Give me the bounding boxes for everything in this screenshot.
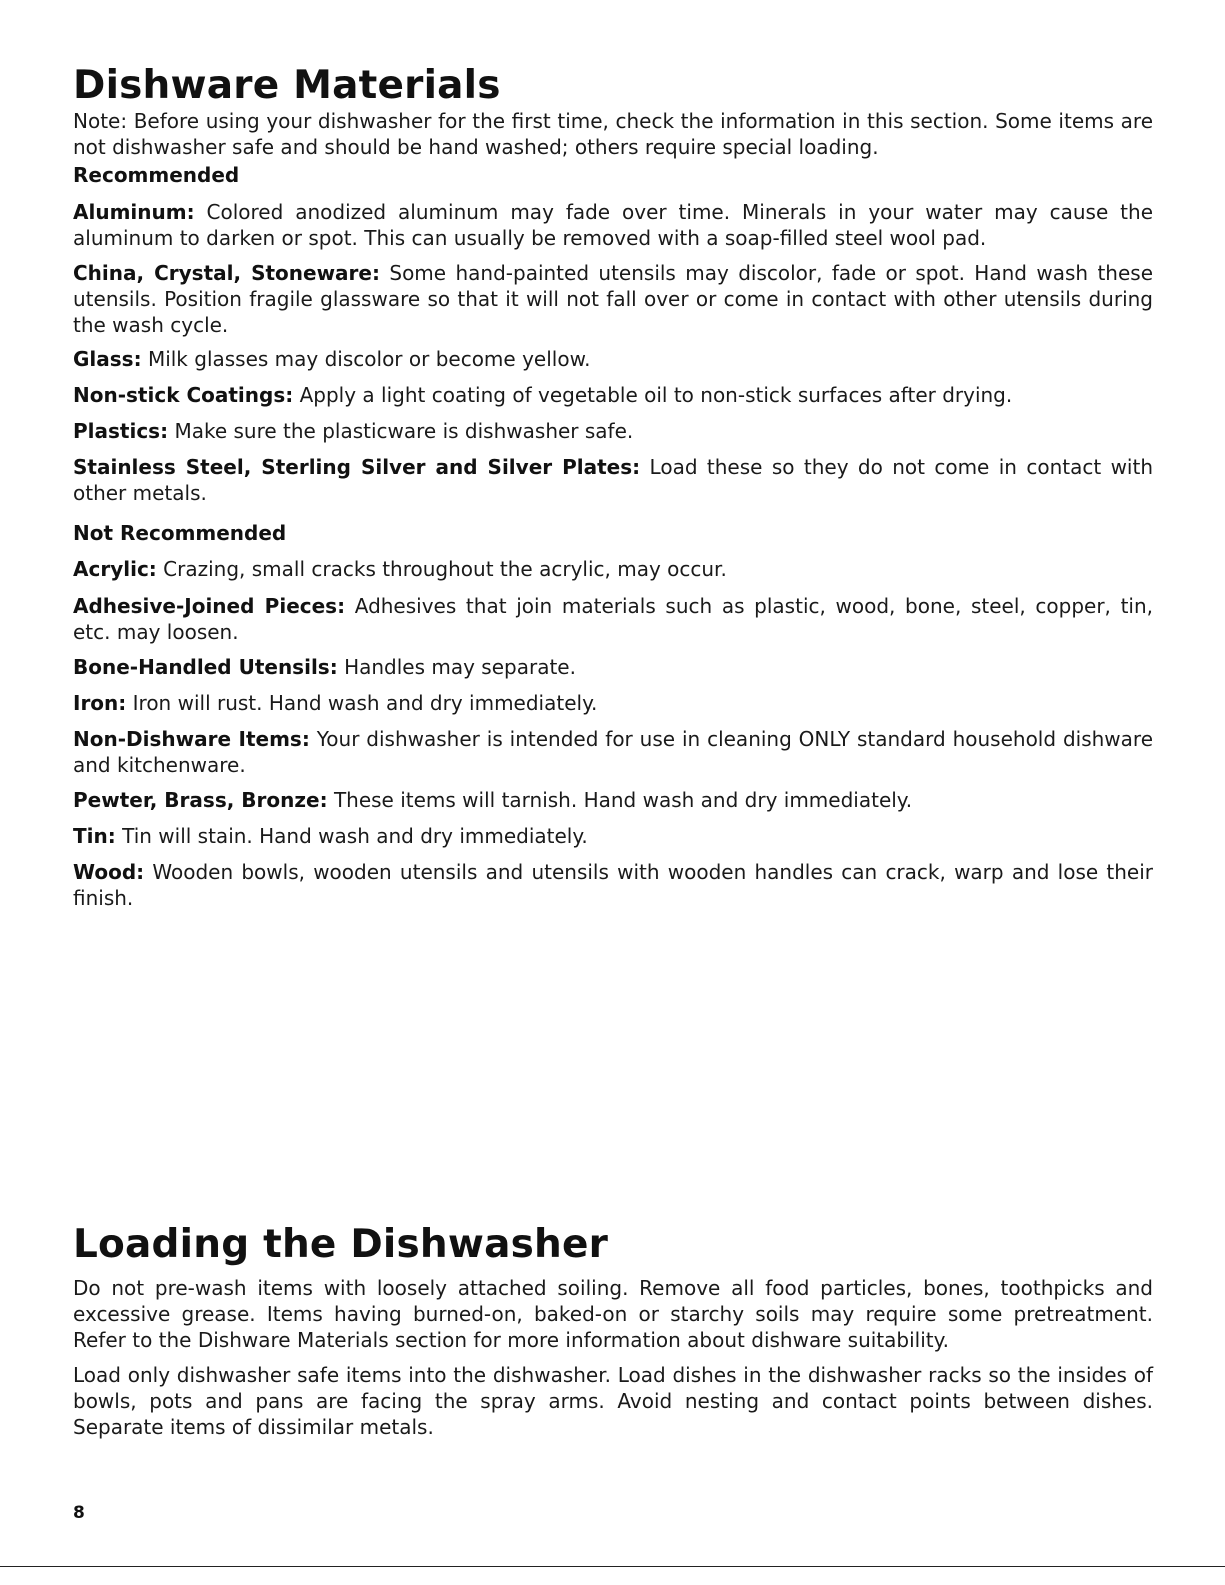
entry-text: Tin will stain. Hand wash and dry immediately. xyxy=(122,824,588,848)
entry-text: Some hand-painted utensils may discolor, fade or spot. Hand wash these utensils. Position fragile glassware so that it will not fall over or come in contact with other utensils during the wash cycle. xyxy=(73,261,1153,337)
entry-term: China, Crystal, Stoneware: xyxy=(73,261,380,285)
entry-term: Non-Dishware Items: xyxy=(73,727,310,751)
entry-acrylic xyxy=(73,556,1153,582)
entry-text: Make sure the plasticware is dishwasher safe. xyxy=(174,419,634,443)
section-title-dishware-materials: Dishware Materials xyxy=(73,63,501,108)
section-title-loading-the-dishwasher: Loading the Dishwasher xyxy=(73,1222,609,1267)
entry-china-crystal-stoneware xyxy=(73,260,1153,338)
entry-wood xyxy=(73,859,1153,911)
entry-adhesive-joined-pieces xyxy=(73,593,1153,645)
entry-term: Wood: xyxy=(73,860,145,884)
page-number: 8 xyxy=(73,1503,85,1523)
entry-term: Tin: xyxy=(73,824,116,848)
entry-text: Wooden bowls, wooden utensils and utensils with wooden handles can crack, warp and lose their finish. xyxy=(73,860,1154,910)
entry-text: Iron will rust. Hand wash and dry immediately. xyxy=(132,691,598,715)
entry-term: Non-stick Coatings: xyxy=(73,383,294,407)
entry-non-stick-coatings xyxy=(73,382,1153,408)
loading-paragraph-1: Do not pre-wash items with loosely attached soiling. Remove all food particles, bones, toothpicks and excessive grease. Items having burned-on, baked-on or starchy soils may require some pretreatment. Refer to the Dishware Materials section for more information about dishware suitability. xyxy=(73,1276,1153,1352)
entry-plastics xyxy=(73,418,1153,444)
entry-text: Milk glasses may discolor or become yellow. xyxy=(147,347,591,371)
entry-pewter-brass-bronze xyxy=(73,787,1153,813)
loading-paragraph-2: Load only dishwasher safe items into the dishwasher. Load dishes in the dishwasher racks so the insides of bowls, pots and pans are facing the spray arms. Avoid nesting and contact points between dishes. Separate items of dissimilar metals. xyxy=(73,1363,1153,1439)
entry-term: Stainless Steel, Sterling Silver and Silver Plates: xyxy=(73,455,641,479)
entry-term: Plastics: xyxy=(73,419,169,443)
entry-term: Adhesive-Joined Pieces: xyxy=(73,594,346,618)
entry-iron xyxy=(73,690,1153,716)
entry-bone-handled-utensils xyxy=(73,654,1153,680)
intro-note: Note: Before using your dishwasher for the first time, check the information in this section. Some items are not dishwasher safe and should be hand washed; others require special loading. xyxy=(73,109,1153,159)
entry-term: Pewter, Brass, Bronze: xyxy=(73,788,328,812)
entry-text: Colored anodized aluminum may fade over time. Minerals in your water may cause the aluminum to darken or spot. This can usually be removed with a soap-filled steel wool pad. xyxy=(73,200,1153,250)
entry-text: Your dishwasher is intended for use in cleaning ONLY standard household dishware and kitchenware. xyxy=(73,727,1153,777)
entry-stainless-steel-silver xyxy=(73,454,1153,506)
bottom-rule xyxy=(0,1566,1225,1567)
entry-text: Load these so they do not come in contact with other metals. xyxy=(73,455,1154,505)
manual-page xyxy=(73,0,1153,1585)
entry-non-dishware-items xyxy=(73,726,1153,778)
entry-glass xyxy=(73,346,1153,372)
entry-term: Acrylic: xyxy=(73,557,157,581)
entry-text: Handles may separate. xyxy=(344,655,576,679)
entry-aluminum xyxy=(73,199,1153,251)
entry-term: Bone-Handled Utensils: xyxy=(73,655,338,679)
entry-text: Crazing, small cracks throughout the acrylic, may occur. xyxy=(163,557,727,581)
recommended-heading: Recommended xyxy=(73,163,240,187)
entry-term: Iron: xyxy=(73,691,127,715)
entry-text: Adhesives that join materials such as plastic, wood, bone, steel, copper, tin, etc. may loosen. xyxy=(73,594,1153,644)
entry-term: Aluminum: xyxy=(73,200,195,224)
entry-term: Glass: xyxy=(73,347,142,371)
not-recommended-heading: Not Recommended xyxy=(73,521,287,545)
entry-text: These items will tarnish. Hand wash and dry immediately. xyxy=(333,788,913,812)
entry-text: Apply a light coating of vegetable oil to non-stick surfaces after drying. xyxy=(299,383,1013,407)
entry-tin xyxy=(73,823,1153,849)
